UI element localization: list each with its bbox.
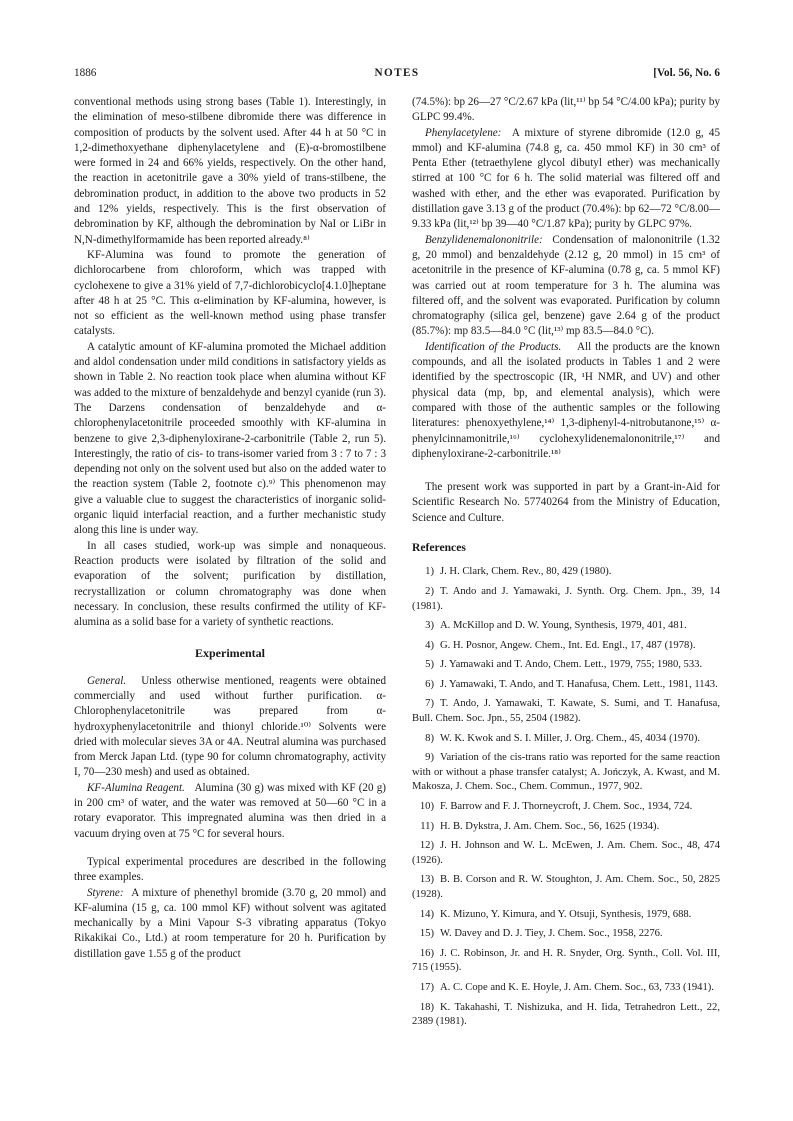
typical-paragraph: Typical experimental procedures are described in the following three examples.: [74, 855, 386, 884]
page-number: 1886: [74, 67, 97, 79]
body-paragraph: KF-Alumina was found to promote the generation of dichlorocarbene from chloroform, which was trapped with cyclohexene to give a 31% yield of 7,7-dichlorobicyclo[4.1.0]heptane after 48 h at 25 °C. This α-elimination by KF-alumina, however, is not so efficient as the well-known method using phase transfer catalysts.: [74, 248, 386, 338]
reference-item: 10) F. Barrow and F. J. Thorneycroft, J. Chem. Soc., 1934, 724.: [419, 801, 693, 813]
acknowledgment: The present work was supported in part by a Grant-in-Aid for Scientific Research No. 57740264 from the Ministry of Education, Science and Culture.: [412, 481, 720, 524]
reference-item: 2) T. Ando and J. Yamawaki, J. Synth. Org. Chem. Jpn., 39, 14 (1981).: [412, 585, 720, 612]
benzylidene-text: Condensation of malononitrile (1.32 g, 20 mmol) and benzaldehyde (2.12 g, 20 mmol) in 15 cm³ of acetonitrile in the presence of KF-alumina (0.78 g, ca. 5 mmol KF) was carried out at room temperature for 3 h. The alumina was filtered off, and the solvent was evaporated. Purification by column chromatography (silica gel, benzene) gave 2.64 g of the product (85.7%): mp 83.5—84.0 °C (lit,¹³⁾ mp 83.5—84.0 °C).: [412, 233, 720, 338]
phenylacetylene-label: Phenylacetylene:: [425, 126, 502, 139]
reference-item: 9) Variation of the cis-trans ratio was reported for the same reaction with or without a phase transfer catalyst; A. Jończyk, A. Kwast, and M. Makosza, J. Chem. Soc., Chem. Commun., 1977, 902.: [412, 752, 720, 793]
identification-text: All the products are the known compounds, and all the isolated products in Tables 1 and 2 were identified by the spectroscopic (IR, ¹H NMR, and UV) and other physical data (mp, bp, and elemental analysis), which were compared with those of the authentic samples or the following literatures: phenoxyethylene,¹⁴⁾ 1,3-diphenyl-4-nitrobutanone,¹⁵⁾ α-phenylcinnamonitrile,¹⁶⁾ cyclohexylidenemalononitrile,¹⁷⁾ and diphenyloxirane-2-carbonitrile.¹⁸⁾: [412, 340, 720, 460]
page-header: [74, 67, 720, 83]
reference-item: 14) K. Mizuno, Y. Kimura, and Y. Otsuji, Synthesis, 1979, 688.: [419, 908, 692, 920]
reference-item: 17) A. C. Cope and K. E. Hoyle, J. Am. Chem. Soc., 63, 733 (1941).: [419, 981, 714, 993]
body-paragraph: conventional methods using strong bases (Table 1). Interestingly, in the elimination of meso-stilbene dibromide there was difference in composition of products by the solvent used. After 44 h at 50 °C in 1,2-dimethoxyethane diphenylacetylene and (E)-α-bromostilbene were formed in 24 and 66% yields, respectively. On the other hand, the reaction in acetonitrile gave a 30% yield of trans-stilbene, the debromination product, in addition to the above two products in 52 and 12% yields, respectively. This is the first observation of debromination by KF, although the debromination by NaI or LiBr in N,N-dimethylformamide has been reported already.⁸⁾: [74, 96, 386, 246]
reference-item: 15) W. Davey and D. J. Tiey, J. Chem. Soc., 1958, 2276.: [419, 928, 663, 940]
styrene-label: Styrene:: [87, 886, 124, 899]
reagent-text: Alumina (30 g) was mixed with KF (20 g) in 200 cm³ of water, and the water was removed at 50—60 °C in a rotary evaporator. This impregnated alumina was then dried in a vacuum drying oven at 75 °C for several hours.: [74, 781, 386, 840]
styrene-continuation: (74.5%): bp 26—27 °C/2.67 kPa (lit,¹¹⁾ bp 54 °C/4.00 kPa); purity by GLPC 99.4%.: [412, 96, 720, 124]
reference-item: 11) H. B. Dykstra, J. Am. Chem. Soc., 56, 1625 (1934).: [420, 820, 660, 832]
styrene-text: A mixture of phenethyl bromide (3.70 g, 20 mmol) and KF-alumina (15 g, ca. 100 mmol KF) without solvent was agitated mechanically by a Mini Vapour S-3 vibrating apparatus (Tokyo Rikakikai Co., Ltd.) at room temperature for 20 h. Purification by distillation gave 1.55 g of the product: [74, 886, 386, 960]
body-paragraph: A catalytic amount of KF-alumina promoted the Michael addition and aldol condensation under mild conditions in satisfactory yields as shown in Table 2. No reaction took place when alumina without KF was added to the mixture of benzaldehyde and benzyl cyanide (run 3). The Darzens condensation of benzaldehyde and α-chlorophenylacetonitrile proceeded smoothly with KF-alumina in benzene to give 2,3-diphenyloxirane-2-carbonitrile (Table 2, run 5). Interestingly, the ratio of cis- to trans-isomer varied from 3 : 7 to 7 : 3 depending not only on the solvent used but also on the added water to the reaction system (Table 2, footnote c).⁹⁾ This phenomenon may give a valuable clue to suggest the characteristics of inorganic solid-organic liquid interfacial reaction, and a further mechanistic study along this line is under way.: [74, 340, 386, 537]
reference-item: 8) W. K. Kwok and S. I. Miller, J. Org. Chem., 45, 4034 (1970).: [425, 732, 700, 744]
reference-item: 5) J. Yamawaki and T. Ando, Chem. Lett., 1979, 755; 1980, 533.: [425, 659, 703, 671]
general-text: Unless otherwise mentioned, reagents were obtained commercially and used without further purification. α-Chlorophenylacetonitrile was prepared from α-hydroxyphenylacetonitrile and thionyl chloride.¹⁰⁾ Solvents were dried with molecular sieves 3A or 4A. Neutral alumina was purchased from Merck Japan Ltd. (type 90 for column chromatography, activity I, 70—230 mesh) and used as obtained.: [74, 674, 386, 779]
reference-item: 6) J. Yamawaki, T. Ando, and T. Hanafusa, Chem. Lett., 1981, 1143.: [425, 678, 718, 690]
reference-item: 13) B. B. Corson and R. W. Stoughton, J. Am. Chem. Soc., 50, 2825 (1928).: [412, 874, 720, 900]
body-paragraph: In all cases studied, work-up was simple and nonaqueous. Reaction products were isolated by filtration of the solid and evaporation of the solvent; purification by distillation, recrystallization or column chromatography was done when necessary. In conclusion, these results confirmed the utility of KF-alumina as a solid base for a variety of synthetic reactions.: [74, 539, 386, 629]
styrene-paragraph: [74, 886, 386, 962]
general-label: General.: [87, 674, 127, 687]
experimental-heading: Experimental: [195, 646, 265, 661]
reference-item: 12) J. H. Johnson and W. L. McEwen, J. Am. Chem. Soc., 48, 474 (1926).: [412, 840, 720, 866]
reference-item: 3) A. McKillop and D. W. Young, Synthesis, 1979, 401, 481.: [425, 620, 687, 632]
reagent-paragraph: [74, 781, 386, 842]
reference-item: 1) J. H. Clark, Chem. Rev., 80, 429 (1980).: [425, 566, 612, 578]
reference-list: [412, 565, 720, 1029]
reference-item: 16) J. C. Robinson, Jr. and H. R. Snyder, Org. Synth., Coll. Vol. III, 715 (1955).: [412, 947, 720, 974]
references-heading: References: [412, 541, 466, 555]
benzylidene-label: Benzylidenemalononitrile:: [425, 233, 543, 246]
benzylidene-paragraph: [412, 233, 720, 340]
identification-paragraph: [412, 340, 720, 462]
section-title: NOTES: [374, 67, 420, 79]
general-paragraph: [74, 674, 386, 781]
phenylacetylene-text: A mixture of styrene dibromide (12.0 g, 45 mmol) and KF-alumina (74.8 g, ca. 450 mmol KF) in 30 cm³ of Penta Ether (tetraethylene glycol dibutyl ether) was mechanically stirred at 100 °C for 6 h. The solid material was filtered off and washed with ether, and the ether was evaporated. Purification by distillation gave 3.13 g of the product (70.4%): bp 62—72 °C/8.00—9.33 kPa (lit,¹²⁾ bp 39—40 °C/1.87 kPa); purity by GLPC 97%.: [412, 126, 720, 231]
volume-info: [Vol. 56, No. 6: [653, 67, 720, 79]
reference-item: 4) G. H. Posnor, Angew. Chem., Int. Ed. Engl., 17, 487 (1978).: [425, 639, 696, 651]
reference-item: 18) K. Takahashi, T. Nishizuka, and H. Iida, Tetrahedron Lett., 22, 2389 (1981).: [412, 1001, 720, 1028]
reagent-label: KF-Alumina Reagent.: [87, 781, 185, 794]
reference-item: 7) T. Ando, J. Yamawaki, T. Kawate, S. Sumi, and T. Hanafusa, Bull. Chem. Soc. Jpn., 55, 2504 (1982).: [412, 698, 720, 725]
phenylacetylene-paragraph: [412, 126, 720, 233]
right-column: [412, 95, 720, 1035]
identification-label: Identification of the Products.: [425, 340, 562, 353]
left-column: [74, 95, 386, 962]
